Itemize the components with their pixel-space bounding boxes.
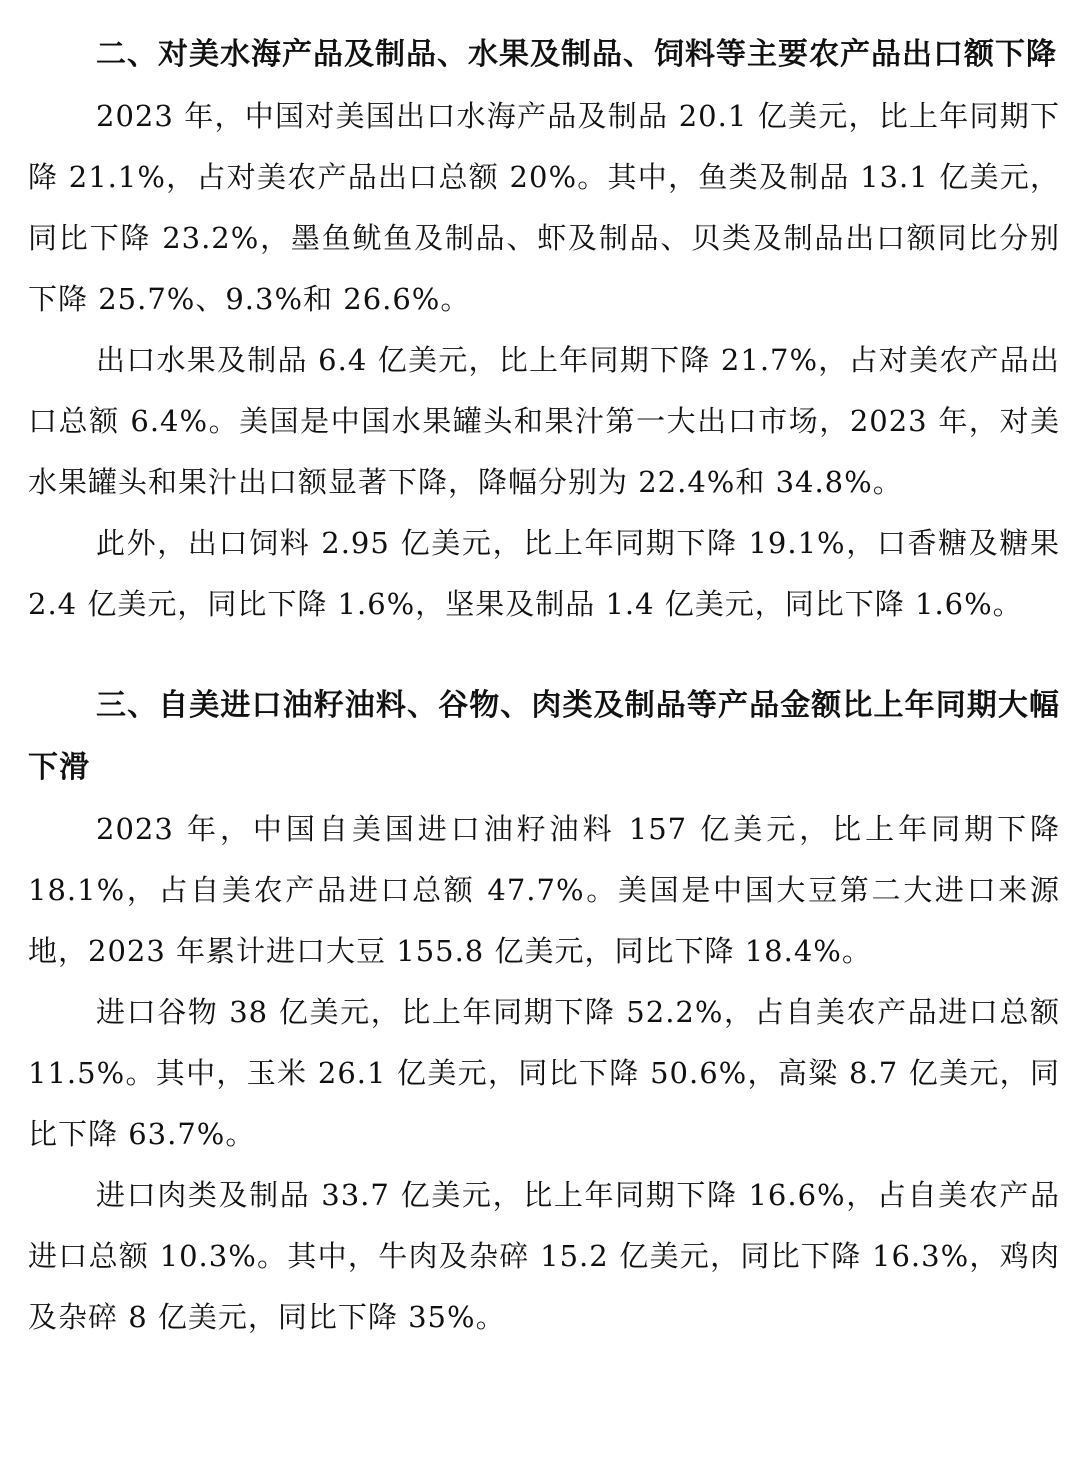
document-body (28, 24, 1060, 1348)
paragraph: 出口水果及制品 6.4 亿美元，比上年同期下降 21.7%，占对美农产品出口总额 6.4%。美国是中国水果罐头和果汁第一大出口市场，2023 年，对美水果罐头和果汁出口额显著下降，降幅分别为 22.4%和 34.8%。 (28, 343, 1060, 499)
section-import-decline (28, 675, 1060, 1348)
section-export-decline (28, 24, 1060, 635)
paragraph: 进口肉类及制品 33.7 亿美元，比上年同期下降 16.6%，占自美农产品进口总额 10.3%。其中，牛肉及杂碎 15.2 亿美元，同比下降 16.3%，鸡肉及杂碎 8 亿美元，同比下降 35%。 (28, 1178, 1060, 1334)
paragraph: 2023 年，中国自美国进口油籽油料 157 亿美元，比上年同期下降 18.1%，占自美农产品进口总额 47.7%。美国是中国大豆第二大进口来源地，2023 年累计进口大豆 155.8 亿美元，同比下降 18.4%。 (28, 812, 1060, 968)
section-heading: 二、对美水海产品及制品、水果及制品、饲料等主要农产品出口额下降 (96, 37, 1057, 72)
paragraph: 2023 年，中国对美国出口水海产品及制品 20.1 亿美元，比上年同期下降 21.1%，占对美农产品出口总额 20%。其中，鱼类及制品 13.1 亿美元，同比下降 23.2%，墨鱼鱿鱼及制品、虾及制品、贝类及制品出口额同比分别下降 25.7%、9.3%和 26.6%。 (28, 99, 1060, 316)
section-heading: 三、自美进口油籽油料、谷物、肉类及制品等产品金额比上年同期大幅下滑 (28, 688, 1060, 785)
paragraph: 此外，出口饲料 2.95 亿美元，比上年同期下降 19.1%，口香糖及糖果 2.4 亿美元，同比下降 1.6%，坚果及制品 1.4 亿美元，同比下降 1.6%。 (28, 526, 1060, 621)
paragraph: 进口谷物 38 亿美元，比上年同期下降 52.2%，占自美农产品进口总额 11.5%。其中，玉米 26.1 亿美元，同比下降 50.6%，高粱 8.7 亿美元，同比下降 63.7%。 (28, 995, 1060, 1151)
